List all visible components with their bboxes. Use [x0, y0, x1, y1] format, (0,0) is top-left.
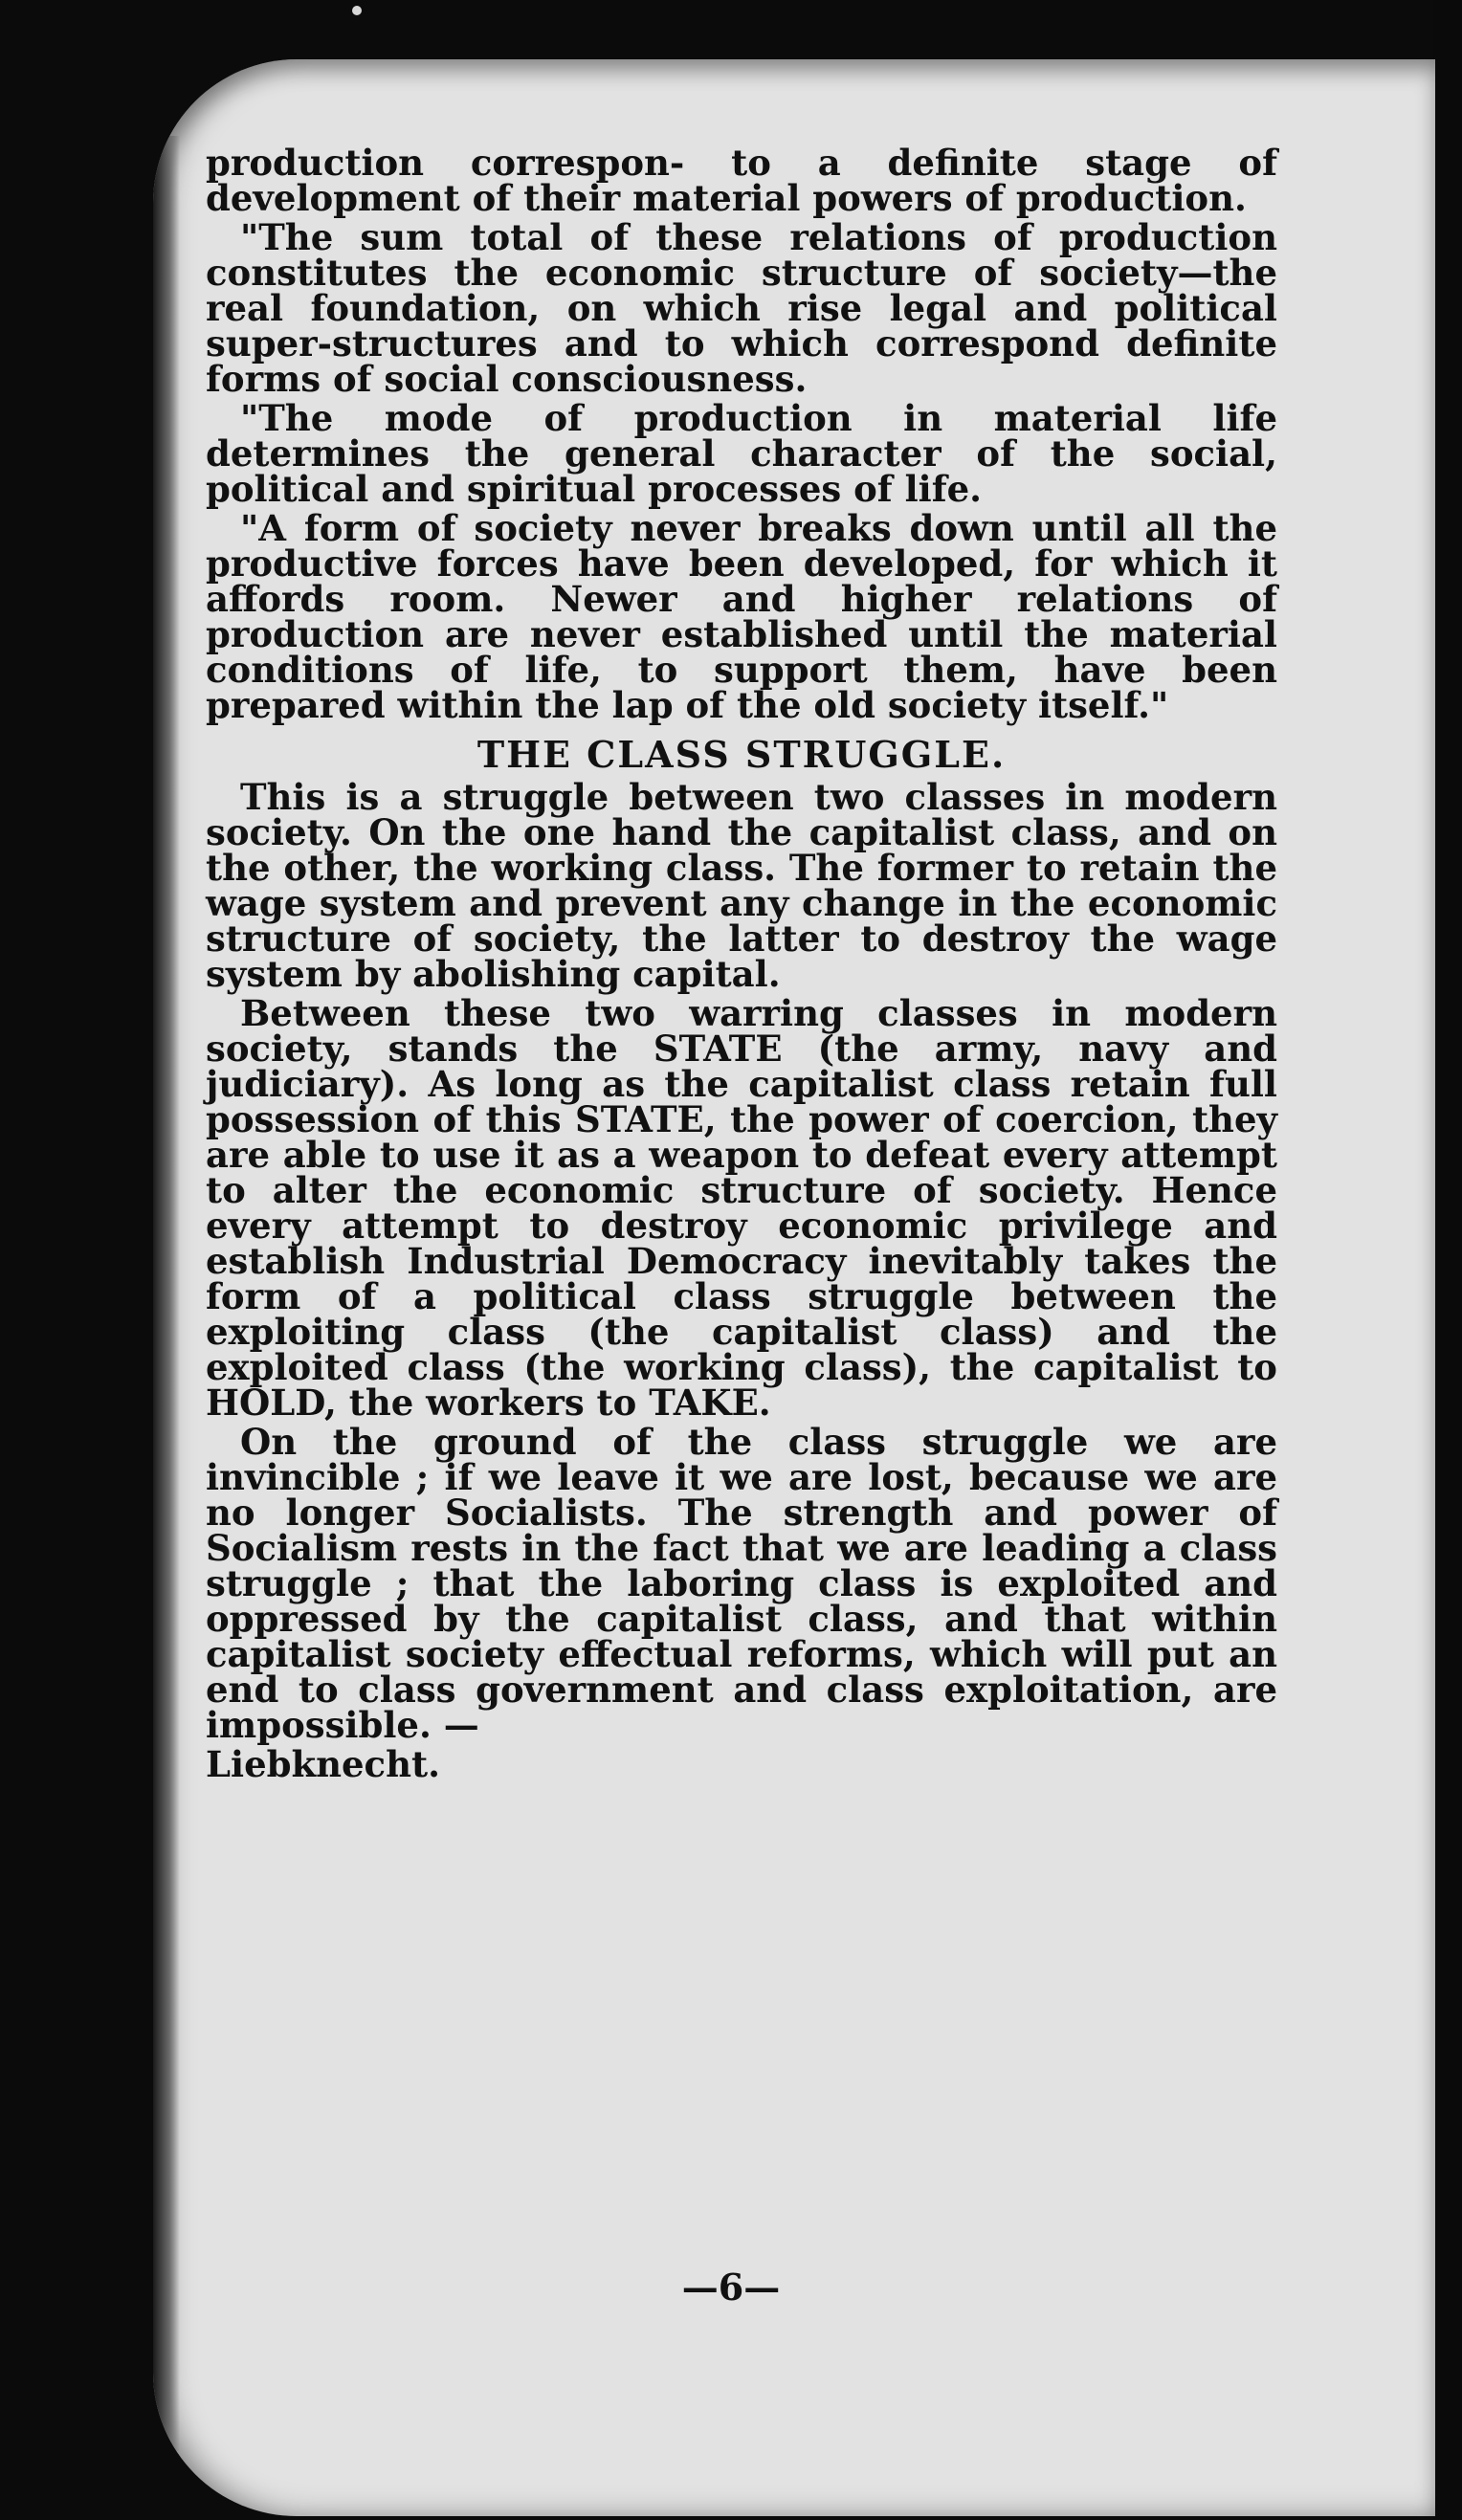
attribution: Liebknecht.: [206, 1743, 440, 1785]
paragraph-6: Between these two warring classes in modern society, stands the STATE (the army, navy and judiciary). As long as the capitalist class retain full possession of this STATE, the power of coercion, they are able to use it as a weapon to defeat every attempt to alter the economic structure of society. Hence every attempt to destroy economic privilege and establish Industrial Democracy inevitably takes the form of a political class struggle between the exploiting class (the capitalist class) and the exploited class (the working class), the capitalist to HOLD, the workers to TAKE.: [206, 992, 1277, 1424]
page-text: [206, 142, 1277, 1785]
page-number: —6—: [681, 2266, 781, 2309]
paragraph-5: This is a struggle between two classes in modern society. On the one hand the capitalist class, and on the other, the working class. The former to retain the wage system and prevent any change in the economic structure of society, the latter to destroy the wage system by abolishing capital.: [206, 776, 1277, 995]
dust-speck: [352, 6, 362, 15]
paragraph-1: production correspon- to a definite stage of development of their material powers of production.: [206, 142, 1277, 219]
scan-border-right: [1433, 0, 1462, 2520]
paragraph-4: "A form of society never breaks down until all the productive forces have been developed, for which it affords room. Newer and higher relations of production are never established until the material conditions of life, to support them, have been prepared within the lap of the old society itself.": [206, 507, 1277, 726]
paragraph-7: On the ground of the class struggle we are invincible ; if we leave it we are lost, because we are no longer Socialists. The strength and power of Socialism rests in the fact that we are leading a class struggle ; that the laboring class is exploited and oppressed by the capitalist class, and that within capitalist society effectual reforms, which will put an end to class government and class exploitation, are impossible. —: [206, 1421, 1277, 1746]
paragraph-3: "The mode of production in material life determines the general character of the social, political and spiritual processes of life.: [206, 397, 1277, 510]
section-heading: THE CLASS STRUGGLE.: [476, 733, 1007, 776]
page-binding-edge: [153, 136, 180, 2451]
paragraph-2: "The sum total of these relations of production constitutes the economic structure of society—the real foundation, on which rise legal and political super-structures and to which correspond definite forms of social consciousness.: [206, 216, 1277, 400]
